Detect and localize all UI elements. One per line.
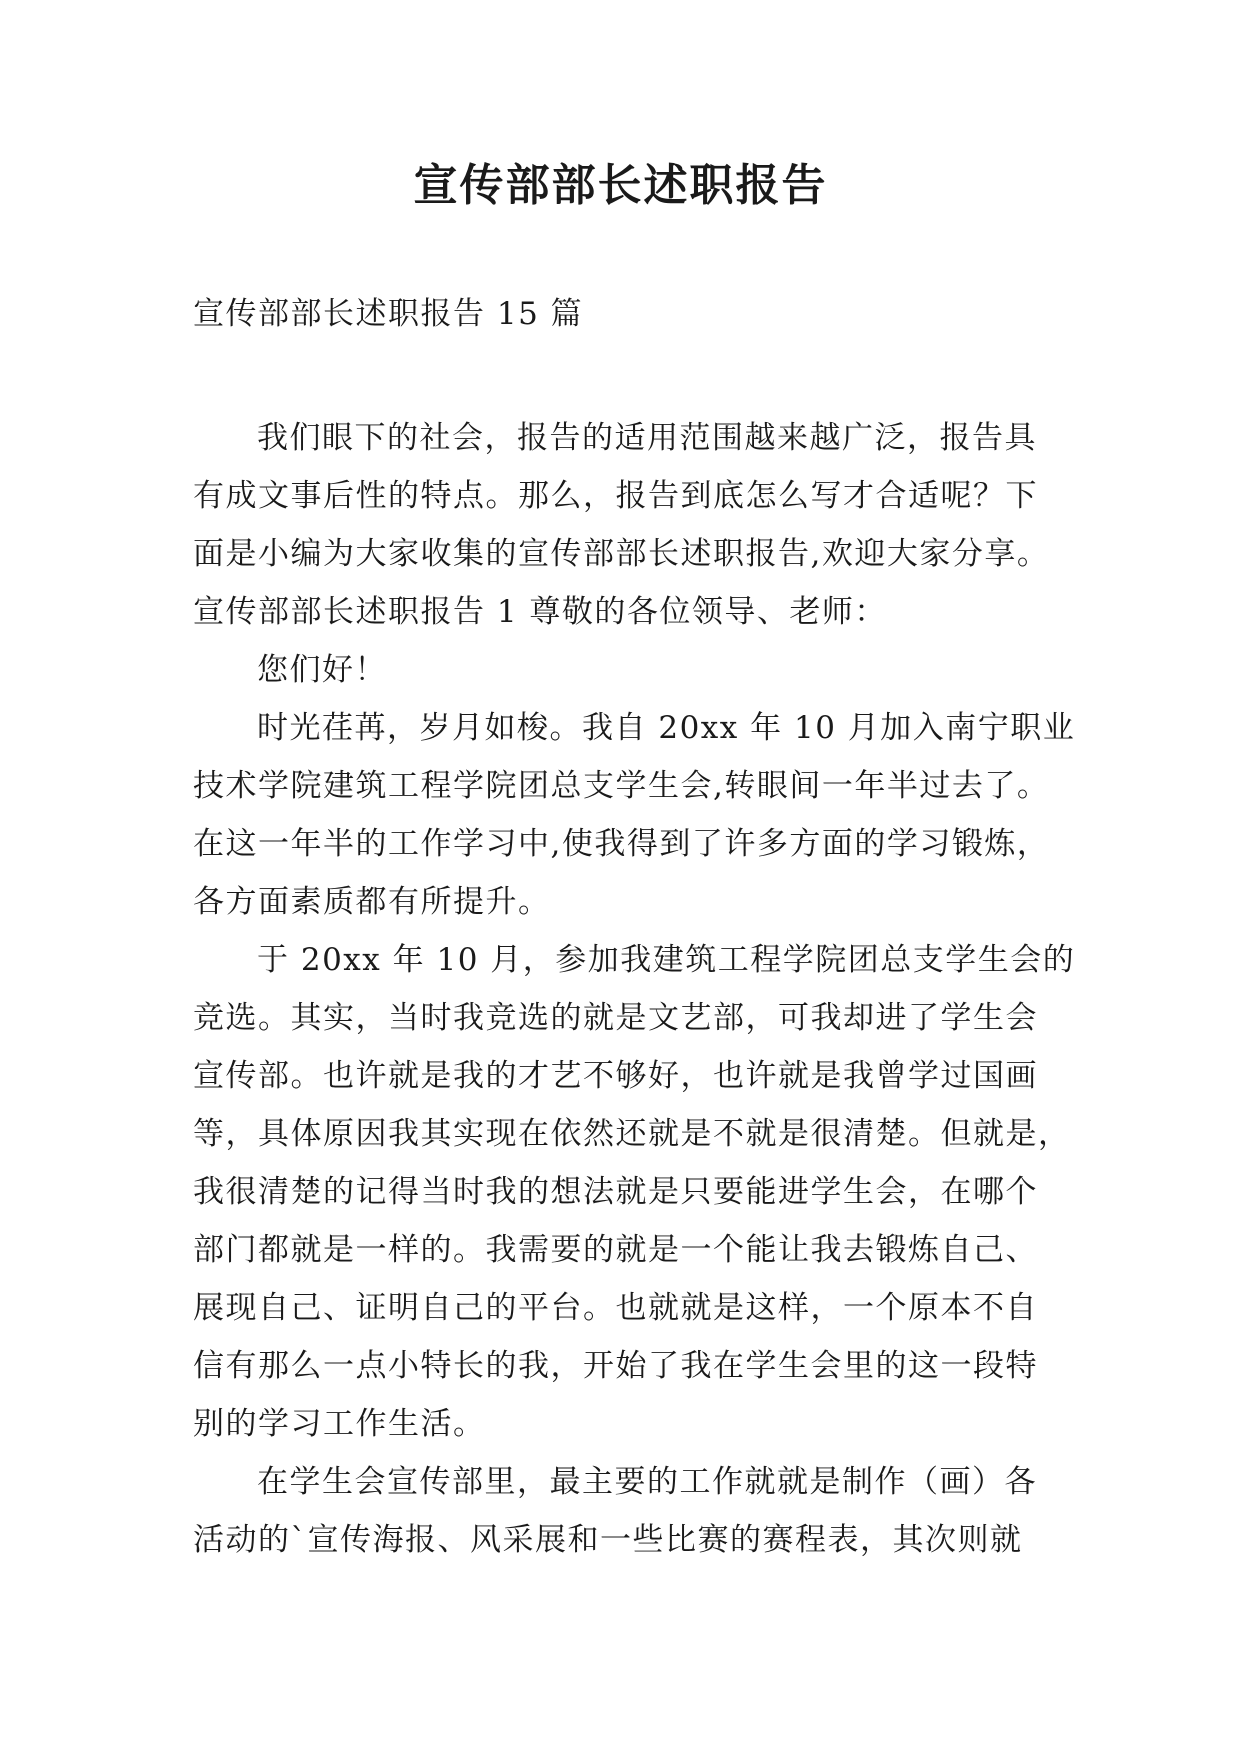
document-body: [193, 293, 1076, 1577]
text-line: 展现自己、证明自己的平台。也就就是这样，一个原本不自: [193, 1290, 1038, 1326]
text-line: 有成文事后性的特点。那么，报告到底怎么写才合适呢？下: [193, 478, 1038, 514]
text-line: 我们眼下的社会，报告的适用范围越来越广泛，报告具: [257, 420, 1037, 456]
text-line: 时光荏苒，岁月如梭。我自 20xx 年 10 月加入南宁职业: [257, 710, 1076, 746]
text-line: 等，具体原因我其实现在依然还就是不就是很清楚。但就是，: [193, 1116, 1071, 1152]
text-line: 在这一年半的工作学习中,使我得到了许多方面的学习锻炼，: [193, 826, 1050, 862]
text-line: 技术学院建筑工程学院团总支学生会,转眼间一年半过去了。: [193, 768, 1050, 804]
text-line: 我很清楚的记得当时我的想法就是只要能进学生会，在哪个: [193, 1174, 1038, 1210]
text-line: 面是小编为大家收集的宣传部部长述职报告,欢迎大家分享。: [193, 536, 1050, 572]
text-line: 信有那么一点小特长的我，开始了我在学生会里的这一段特: [193, 1348, 1038, 1384]
text-line: 您们好！: [257, 652, 387, 688]
paragraph-lines: [193, 417, 1076, 1577]
text-line: 于 20xx 年 10 月，参加我建筑工程学院团总支学生会的: [257, 942, 1076, 978]
text-line: 活动的`宣传海报、风采展和一些比赛的赛程表，其次则就: [193, 1522, 1023, 1558]
text-line: 竞选。其实，当时我竞选的就是文艺部，可我却进了学生会: [193, 1000, 1038, 1036]
document-subtitle: 宣传部部长述职报告 15 篇: [193, 296, 584, 332]
text-line: 在学生会宣传部里，最主要的工作就就是制作（画）各: [257, 1464, 1037, 1500]
document-title: 宣传部部长述职报告: [413, 160, 828, 211]
text-line: 部门都就是一样的。我需要的就是一个能让我去锻炼自己、: [193, 1232, 1038, 1268]
text-line: 宣传部部长述职报告 1 尊敬的各位领导、老师：: [193, 594, 887, 630]
spacer: [193, 351, 1053, 417]
text-line: 别的学习工作生活。: [193, 1406, 486, 1442]
text-line: 各方面素质都有所提升。: [193, 884, 551, 920]
text-line: 宣传部。也许就是我的才艺不够好，也许就是我曾学过国画: [193, 1058, 1038, 1094]
